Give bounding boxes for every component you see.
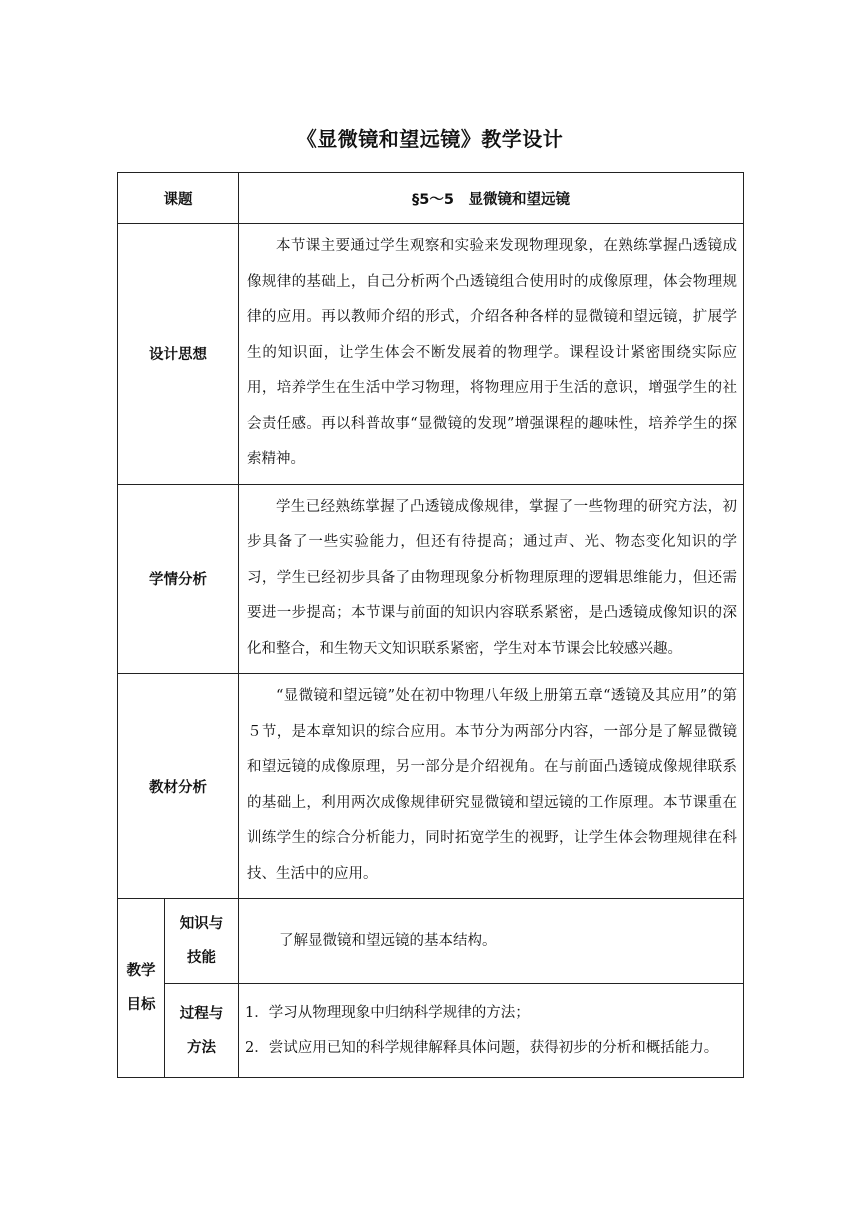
process-label-line2: 方法 <box>187 1039 216 1056</box>
lesson-title: §5～5 显微镜和望远镜 <box>239 173 744 224</box>
lesson-plan-table <box>117 172 744 1078</box>
design-cell <box>239 224 744 485</box>
student-text: 学生已经熟练掌握了凸透镜成像规律，掌握了一些物理的研究方法，初步具备了一些实验能力，但还有待提高；通过声、光、物态变化知识的学习，学生已经初步具备了由物理现象分析物理原理的逻辑思维能力，但还需要进一步提高；本节课与前面的知识内容联系紧密，是凸透镜成像知识的深化和整合，和生物天文知识联系紧密，学生对本节课会比较感兴趣。 <box>247 498 737 657</box>
row-lesson <box>118 173 744 224</box>
knowledge-cell <box>239 899 744 984</box>
goals-label-line1: 教学 <box>126 963 156 979</box>
row-knowledge <box>118 899 744 984</box>
knowledge-label-line1: 知识与 <box>179 916 224 932</box>
goals-label <box>118 899 165 1078</box>
knowledge-label-line2: 技能 <box>187 950 216 966</box>
material-label: 教材分析 <box>118 674 239 899</box>
row-process <box>118 984 744 1078</box>
process-label-line1: 过程与 <box>179 1005 224 1022</box>
knowledge-text: 了解显微镜和望远镜的基本结构。 <box>279 933 497 949</box>
row-student <box>118 484 744 674</box>
document-title: 《显微镜和望远镜》教学设计 <box>296 127 564 151</box>
material-cell <box>239 674 744 899</box>
student-label: 学情分析 <box>118 484 239 674</box>
process-label <box>165 984 239 1078</box>
row-material <box>118 674 744 899</box>
process-list <box>239 988 743 1074</box>
process-item: 2．尝试应用已知的科学规律解释具体问题，获得初步的分析和概括能力。 <box>245 1039 719 1056</box>
goals-label-line2: 目标 <box>126 997 156 1013</box>
design-text: 本节课主要通过学生观察和实验来发现物理现象，在熟练掌握凸透镜成像规律的基础上，自己分析两个凸透镜组合使用时的成像原理，体会物理规律的应用。再以教师介绍的形式，介绍各种各样的显微镜和望远镜，扩展学生的知识面，让学生体会不断发展着的物理学。课程设计紧密围绕实际应用，培养学生在生活中学习物理，将物理应用于生活的意识，增强学生的社会责任感。再以科普故事“显微镜的发现”增强课程的趣味性，培养学生的探索精神。 <box>247 238 737 467</box>
student-cell <box>239 484 744 674</box>
design-label: 设计思想 <box>118 224 239 485</box>
process-item: 1．学习从物理现象中归纳科学规律的方法； <box>245 1004 530 1021</box>
lesson-label: 课题 <box>118 173 239 224</box>
knowledge-label <box>165 899 239 984</box>
row-design <box>118 224 744 485</box>
material-text: “显微镜和望远镜”处在初中物理八年级上册第五章“透镜及其应用”的第５节，是本章知识的综合应用。本节分为两部分内容，一部分是了解显微镜和望远镜的成像原理，另一部分是介绍视角。在与前面凸透镜成像规律联系的基础上，利用两次成像规律研究显微镜和望远镜的工作原理。本节课重在训练学生的综合分析能力，同时拓宽学生的视野，让学生体会物理规律在科技、生活中的应用。 <box>247 688 737 882</box>
process-cell <box>239 984 744 1078</box>
